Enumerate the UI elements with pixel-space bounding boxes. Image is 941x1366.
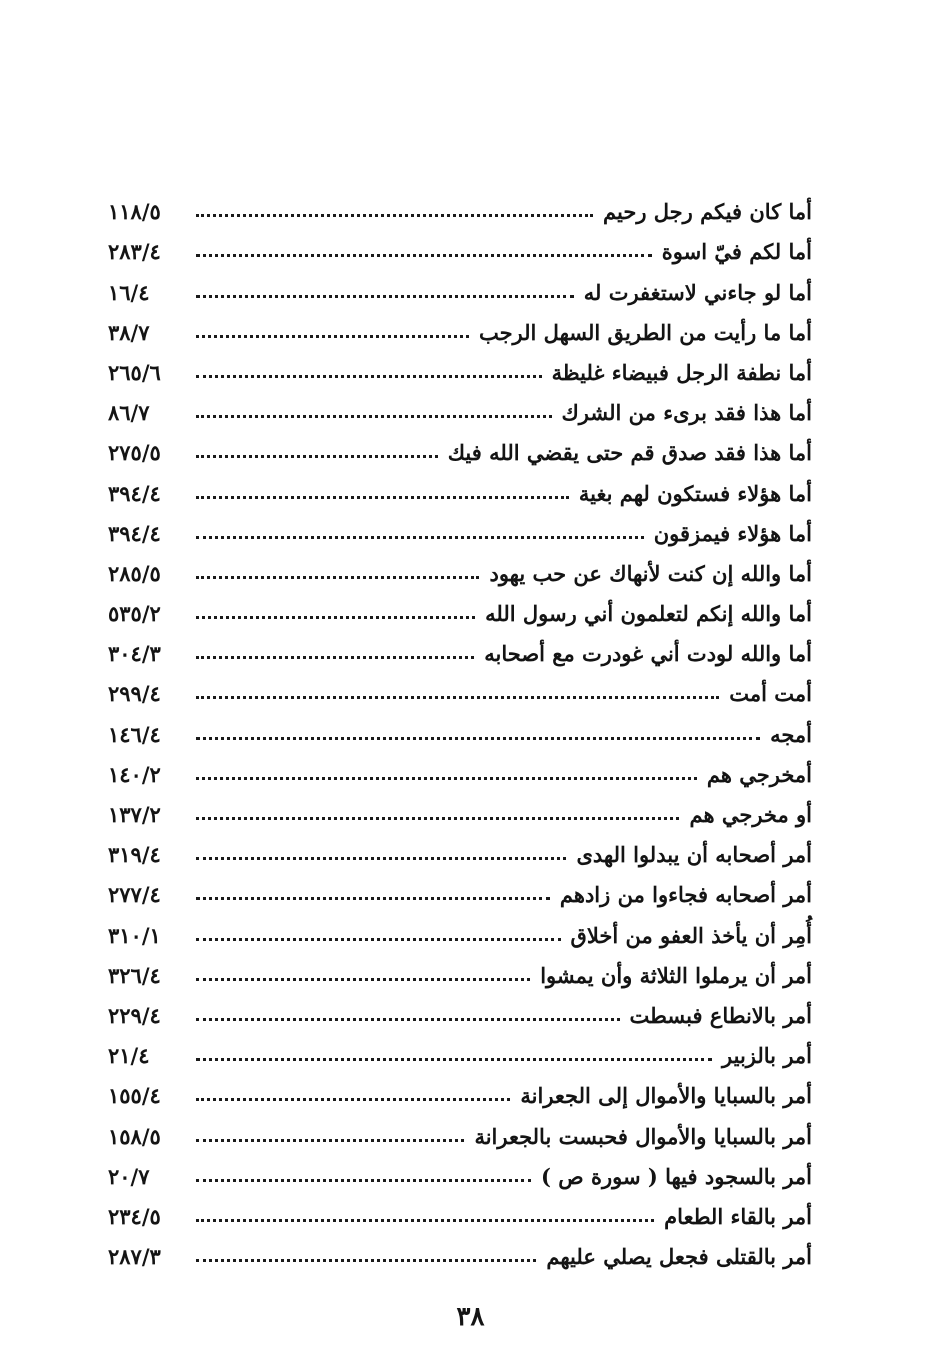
entry-text: أمر بالسبايا والأموال فحبست بالجعرانة	[474, 1123, 812, 1149]
entry-text: أمر أصحابه فجاءوا من زادهم	[559, 882, 812, 908]
index-entry	[108, 592, 812, 632]
dot-leader	[196, 1259, 536, 1262]
index-entry	[108, 431, 812, 471]
index-entry	[108, 391, 812, 431]
entry-reference: ٣١٩/٤	[108, 842, 161, 868]
entry-text: أمر بالسجود فيها ( سورة ص )	[541, 1163, 812, 1189]
entry-text: أمر بالقتلى فجعل يصلي عليهم	[546, 1244, 812, 1270]
entry-reference: ١٤٦/٤	[108, 721, 161, 747]
index-entry	[108, 1195, 812, 1235]
index-entry	[108, 1074, 812, 1114]
entry-reference: ٢٢٩/٤	[108, 1002, 161, 1028]
entry-reference: ٢٣٤/٥	[108, 1203, 161, 1229]
dot-leader	[196, 496, 569, 499]
index-entry	[108, 672, 812, 712]
entry-reference: ٢٨٧/٣	[108, 1244, 161, 1270]
entry-text: أمر بالزبير	[722, 1043, 812, 1069]
entry-text: أما والله إنكم لتعلمون أني رسول الله	[485, 601, 812, 627]
entry-text: أما نطفة الرجل فبيضاء غليظة	[551, 359, 812, 385]
entry-text: أما هذا فقد برىء من الشرك	[561, 400, 812, 426]
dot-leader	[196, 415, 552, 418]
entry-reference: ٣١٠/١	[108, 922, 161, 948]
entry-reference: ٢٦٥/٦	[108, 359, 161, 385]
entry-reference: ٥٣٥/٢	[108, 601, 161, 627]
index-entry	[108, 1235, 812, 1275]
dot-leader	[196, 536, 644, 539]
page-number: ٣٨	[456, 1302, 485, 1332]
entry-reference: ١١٨/٥	[108, 199, 161, 225]
dot-leader	[196, 455, 438, 458]
index-entry	[108, 954, 812, 994]
index-entry	[108, 913, 812, 953]
index-list	[108, 190, 812, 1275]
index-entry	[108, 512, 812, 552]
entry-reference: ١٥٨/٥	[108, 1123, 161, 1149]
index-entry	[108, 712, 812, 752]
dot-leader	[196, 857, 566, 860]
dot-leader	[196, 938, 561, 941]
index-entry	[108, 1034, 812, 1074]
entry-text: أما ما رأيت من الطريق السهل الرجب	[478, 319, 812, 345]
entry-text: أمر أصحابه أن يبدلوا الهدى	[576, 842, 812, 868]
entry-reference: ٢٨٣/٤	[108, 239, 161, 265]
dot-leader	[196, 696, 719, 699]
dot-leader	[196, 656, 474, 659]
entry-reference: ٣٩٤/٤	[108, 520, 161, 546]
index-entry	[108, 1155, 812, 1195]
dot-leader	[196, 295, 574, 298]
entry-text: أما هؤلاء فستكون لهم بغية	[578, 480, 812, 506]
index-entry	[108, 753, 812, 793]
entry-reference: ٣٠٤/٣	[108, 641, 161, 667]
dot-leader	[196, 616, 475, 619]
dot-leader	[196, 1179, 531, 1182]
entry-text: أمجه	[770, 721, 812, 747]
index-entry	[108, 351, 812, 391]
index-entry	[108, 1114, 812, 1154]
dot-leader	[196, 1058, 712, 1061]
dot-leader	[196, 1139, 464, 1142]
entry-text: أمخرجي هم	[706, 761, 812, 787]
dot-leader	[196, 576, 479, 579]
dot-leader	[196, 1219, 654, 1222]
dot-leader	[196, 375, 542, 378]
entry-text: أما هؤلاء فيمزقون	[653, 520, 812, 546]
index-entry	[108, 873, 812, 913]
dot-leader	[196, 1098, 510, 1101]
entry-text: أُمِر أن يأخذ العفو من أخلاق	[570, 922, 812, 948]
index-entry	[108, 994, 812, 1034]
entry-reference: ٢٨٥/٥	[108, 560, 161, 586]
entry-reference: ٢٩٩/٤	[108, 681, 161, 707]
entry-text: أمر بالسبايا والأموال إلى الجعرانة	[520, 1083, 812, 1109]
entry-reference: ١٦/٤	[108, 279, 150, 305]
entry-text: أمر بالانطاع فبسطت	[629, 1002, 812, 1028]
entry-text: أو مخرجي هم	[689, 802, 812, 827]
entry-text: أمت أمت	[729, 681, 812, 707]
entry-text: أمر أن يرملوا الثلاثة وأن يمشوا	[540, 962, 812, 988]
dot-leader	[196, 978, 530, 981]
entry-reference: ٢١/٤	[108, 1043, 150, 1069]
index-entry	[108, 552, 812, 592]
entry-text: أما والله إن كنت لأنهاك عن حب يهود	[489, 560, 812, 586]
entry-reference: ٢٧٧/٤	[108, 882, 161, 908]
dot-leader	[196, 254, 652, 257]
entry-text: أما هذا فقد صدق قم حتى يقضي الله فيك	[447, 440, 812, 466]
entry-reference: ٣٨/٧	[108, 319, 150, 345]
dot-leader	[196, 214, 593, 217]
entry-text: أما كان فيكم رجل رحيم	[603, 199, 812, 225]
dot-leader	[196, 817, 679, 820]
dot-leader	[196, 1018, 620, 1021]
entry-text: أمر بالقاء الطعام	[664, 1203, 812, 1229]
index-entry	[108, 190, 812, 230]
entry-text: أما لكم فيّ اسوة	[661, 239, 812, 265]
entry-reference: ٢٧٥/٥	[108, 440, 161, 466]
index-entry	[108, 632, 812, 672]
entry-reference: ١٣٧/٢	[108, 802, 161, 827]
entry-reference: ٣٢٦/٤	[108, 962, 161, 988]
entry-text: أما لو جاءني لاستغفرت له	[583, 279, 812, 305]
index-entry	[108, 230, 812, 270]
dot-leader	[196, 897, 550, 900]
index-entry	[108, 311, 812, 351]
dot-leader	[196, 777, 697, 780]
index-entry	[108, 270, 812, 310]
entry-text: أما والله لودت أني غودرت مع أصحابه	[484, 641, 812, 667]
index-entry	[108, 833, 812, 873]
index-entry	[108, 471, 812, 511]
entry-reference: ٨٦/٧	[108, 400, 150, 426]
entry-reference: ١٤٠/٢	[108, 761, 161, 787]
index-entry	[108, 793, 812, 833]
entry-reference: ٣٩٤/٤	[108, 480, 161, 506]
dot-leader	[196, 335, 469, 338]
dot-leader	[196, 737, 760, 740]
entry-reference: ١٥٥/٤	[108, 1083, 161, 1109]
entry-reference: ٢٠/٧	[108, 1163, 150, 1189]
